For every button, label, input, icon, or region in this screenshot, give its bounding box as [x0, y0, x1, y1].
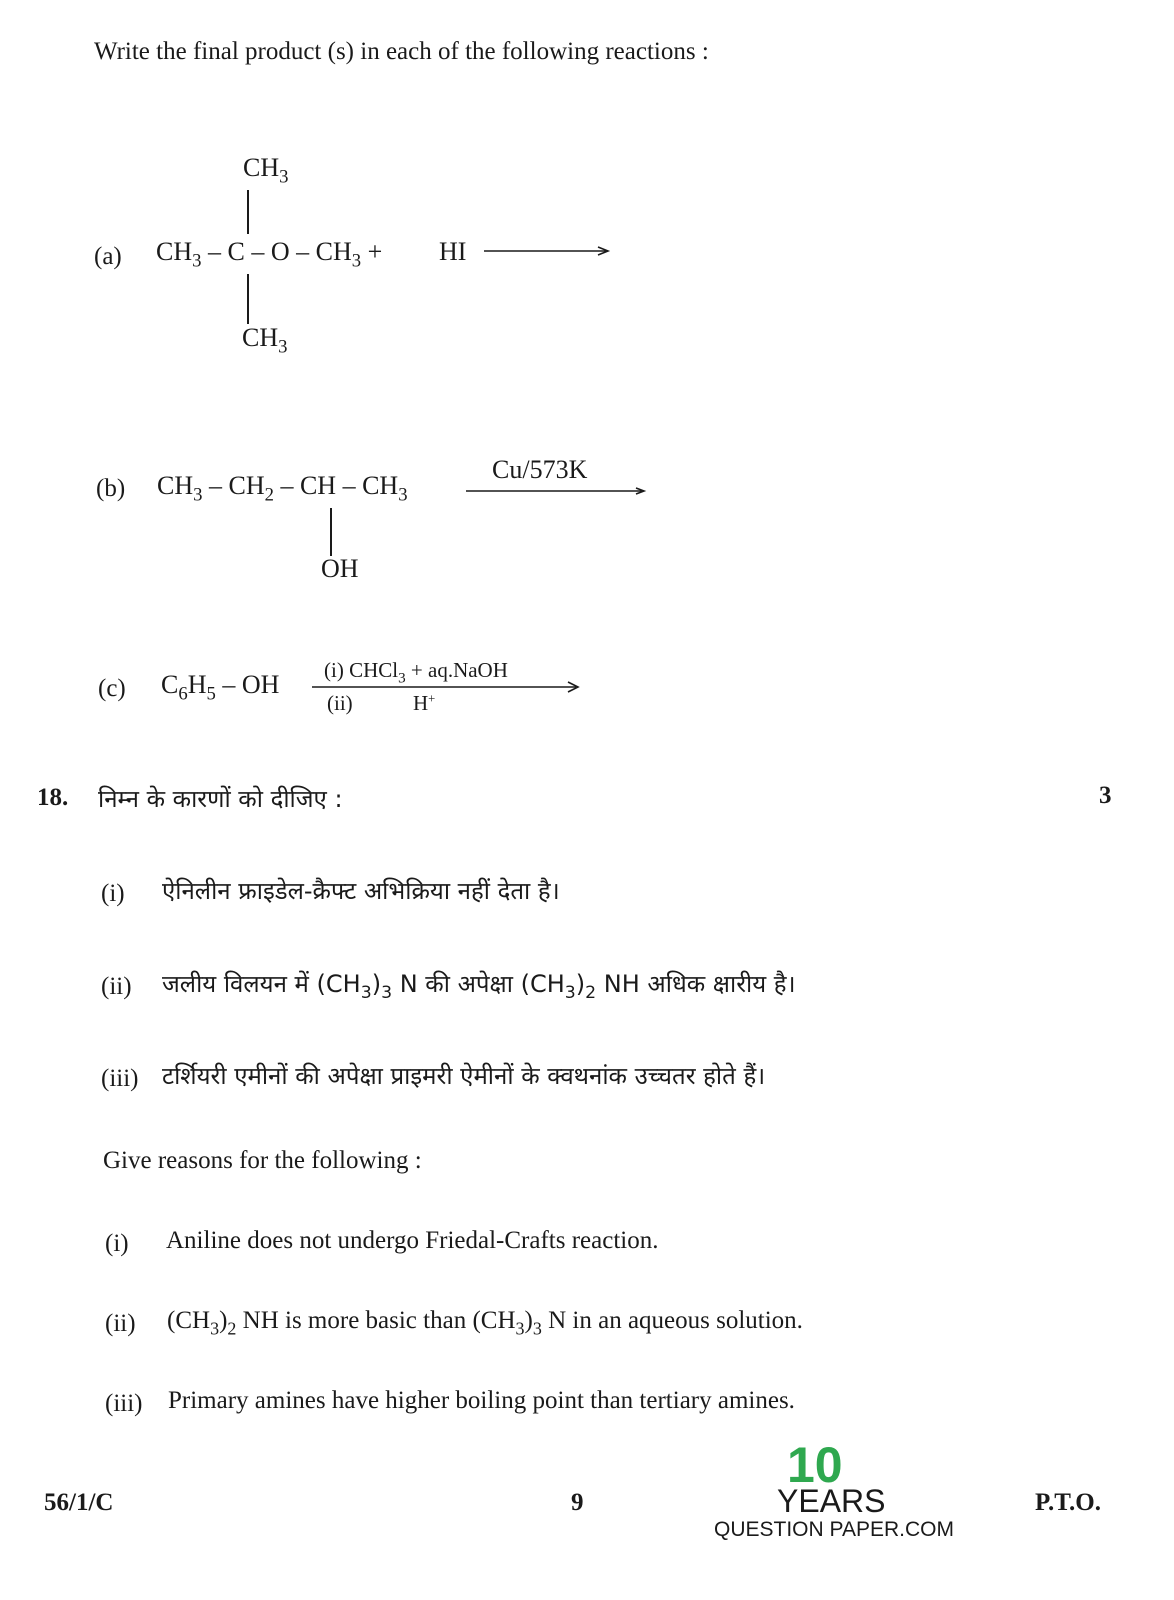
reaction-label: (b)	[96, 475, 126, 502]
item-label: (ii)	[105, 1310, 136, 1337]
paper-code: 56/1/C	[44, 1489, 114, 1516]
item-text: Primary amines have higher boiling point than tertiary amines.	[168, 1387, 795, 1414]
page-number: 9	[571, 1489, 584, 1516]
bond-line	[330, 508, 332, 556]
hindi-heading: निम्न के कारणों को दीजिए :	[98, 785, 343, 813]
item-label: (ii)	[101, 973, 132, 1000]
item-text: टर्शियरी एमीनों की अपेक्षा प्राइमरी ऐमीनों के क्वथनांक उच्चतर होते हैं।	[162, 1062, 766, 1090]
reagent: HI	[439, 237, 467, 266]
question-number: 18.	[37, 784, 69, 811]
top-methyl-group: $CH_3$	[243, 153, 289, 188]
reaction-condition-2-reagent: H+	[413, 691, 436, 715]
reactant-formula: $CH_3$ – C – O – $CH_3$ +	[156, 237, 383, 272]
bond-line	[247, 274, 249, 324]
question-intro: Write the final product (s) in each of the following reactions :	[94, 38, 709, 65]
reaction-arrow	[466, 484, 646, 498]
english-heading: Give reasons for the following :	[103, 1147, 422, 1174]
item-text: ऐनिलीन फ्राइडेल-क्रैफ्ट अभिक्रिया नहीं देता है।	[162, 877, 560, 905]
item-label: (i)	[101, 880, 125, 907]
item-text: $(CH_3)_2$ NH is more basic than $(CH_3)_3$ N in an aqueous solution.	[167, 1307, 803, 1339]
item-label: (iii)	[101, 1065, 139, 1092]
hydroxyl-group: OH	[321, 554, 359, 583]
item-label: (iii)	[105, 1390, 143, 1417]
pto-label: P.T.O.	[1035, 1489, 1101, 1516]
reaction-label: (a)	[94, 243, 122, 270]
reaction-condition-1: (i) CHCl$_3$ + aq.NaOH	[324, 658, 508, 687]
reactant-formula: $C_6H_5$ – OH	[161, 670, 280, 705]
item-label: (i)	[105, 1230, 129, 1257]
reaction-condition: Cu/573K	[492, 455, 588, 484]
reaction-arrow	[484, 244, 610, 258]
logo-number: 10	[787, 1437, 843, 1493]
item-text: जलीय विलयन में $(CH_3)_3$ N की अपेक्षा $(CH_3)_2$ NH अधिक क्षारीय है।	[162, 970, 796, 1004]
logo-site: QUESTION PAPER.COM	[714, 1518, 954, 1541]
reaction-label: (c)	[98, 675, 126, 702]
reaction-condition-2-step: (ii)	[327, 691, 353, 715]
item-text: Aniline does not undergo Friedal-Crafts reaction.	[166, 1227, 659, 1254]
reactant-formula: $CH_3 - CH_2$ – CH – $CH_3$	[157, 471, 408, 506]
bottom-methyl-group: $CH_3$	[242, 323, 288, 358]
logo-years: YEARS	[777, 1483, 886, 1519]
marks: 3	[1099, 782, 1112, 809]
bond-line	[247, 190, 249, 234]
